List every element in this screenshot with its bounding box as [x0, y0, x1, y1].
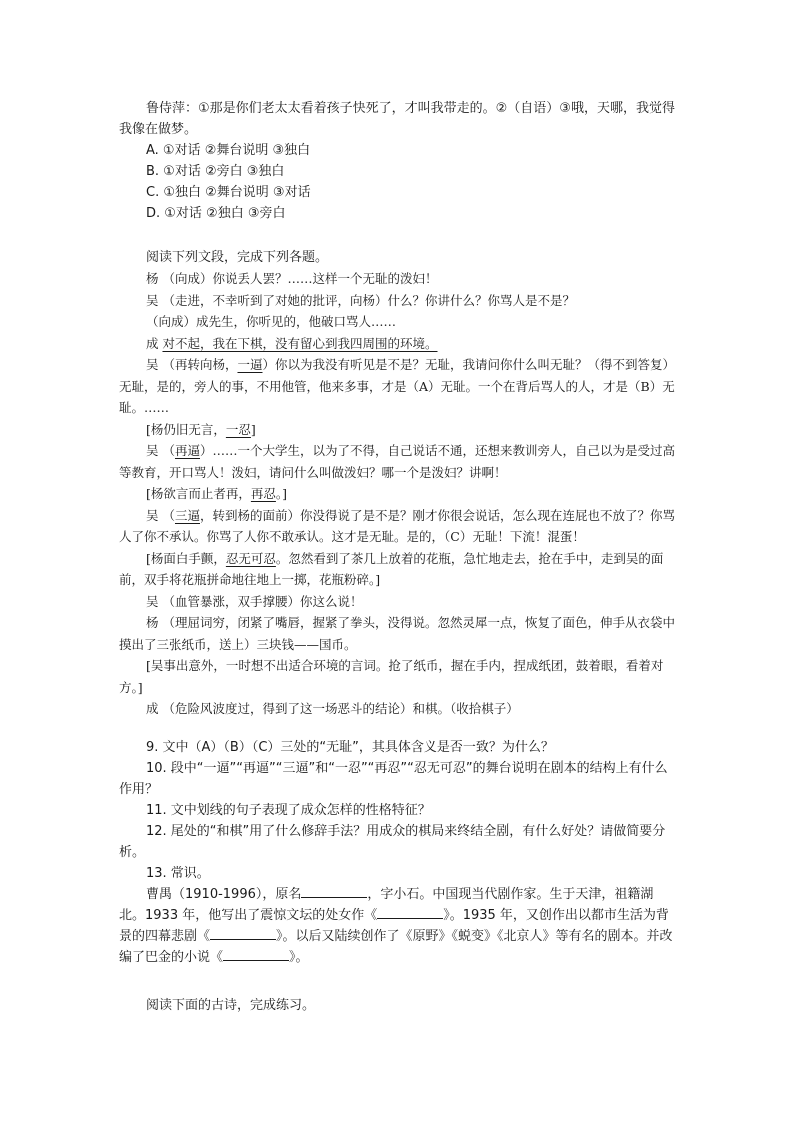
- question-stem: 鲁侍萍：①那是你们老太太看着孩子快死了，才叫我带走的。②（自语）③哦，天哪，我觉得我像在做梦。: [119, 101, 675, 137]
- script-line: 吴 （血管暴涨，双手撑腰）你这么说！: [146, 593, 363, 609]
- answer-blank[interactable]: [210, 926, 276, 940]
- answer-blank[interactable]: [301, 884, 367, 898]
- script-line: 吴 （再转向杨，一逼）你以为我没有听见是不是？无耻，我请问你什么叫无耻？（得不到答复）无耻，是的，旁人的事，不用他管，他来多事，才是（A）无耻。一个在背后骂人的人，才是（B）无耻。……: [119, 357, 676, 415]
- option-a: A. ①对话 ②舞台说明 ③独白: [146, 143, 311, 158]
- reading-passage: [119, 247, 679, 720]
- previous-question: [119, 98, 679, 224]
- script-line: [杨欲言而止者再，再忍。]: [146, 486, 288, 501]
- option-d: D. ①对话 ②独白 ③旁白: [146, 206, 286, 221]
- script-line: （向成）成先生，你听见的，他破口骂人……: [146, 314, 397, 329]
- stage-direction-underlined: 忍无可忍: [225, 550, 276, 566]
- question-13: 13. 常识。: [146, 866, 210, 881]
- stage-direction-underlined: 一忍: [225, 421, 251, 437]
- reading-intro: 阅读下列文段，完成下列各题。: [146, 250, 329, 265]
- stage-direction-underlined: 三逼: [174, 507, 200, 523]
- next-section: [119, 995, 679, 1016]
- stage-direction-underlined: 再忍: [250, 486, 276, 501]
- question-12: 12. 尾处的“和棋”用了什么修辞手法？用成众的棋局来终结全剧，有什么好处？请做简要分析。: [119, 824, 666, 860]
- script-line: 杨 （向成）你说丢人罢？……这样一个无耻的泼妇！: [146, 271, 438, 286]
- script-line: 成 对不起，我在下棋，没有留心到我四周围的环境。: [146, 335, 438, 351]
- option-b: B. ①对话 ②旁白 ③独白: [146, 164, 285, 179]
- question-10: 10. 段中“一逼”“再逼”“三逼”和“一忍”“再忍”“忍无可忍”的舞台说明在剧本的结构上有什么作用？: [119, 761, 668, 797]
- script-line: [吴事出意外，一时想不出适合环境的言词。抢了纸币，握在手内，捏成纸团，鼓着眼，看着对方。]: [119, 658, 664, 695]
- stage-direction-underlined: 一逼: [237, 357, 263, 372]
- answer-blank[interactable]: [223, 947, 289, 961]
- underlined-sentence: 对不起，我在下棋，没有留心到我四周围的环境。: [162, 335, 438, 351]
- script-line: [杨面白手颤，忍无可忍。忽然看到了茶几上放着的花瓶，急忙地走去，抢在手中，走到吴的面前，双手将花瓶拼命地往地上一掷，花瓶粉碎。]: [119, 550, 664, 587]
- script-line: 吴 （再逼）……一个大学生，以为了不得，自己说话不通，还想来教训旁人，自己以为是受过高等教育，开口骂人！泼妇，请问什么叫做泼妇？哪一个是泼妇？讲啊！: [119, 443, 676, 480]
- script-line: 杨 （理屈词穷，闭紧了嘴唇，握紧了拳头，没得说。忽然灵犀一点，恢复了面色，伸手从衣袋中摸出了三张纸币，送上）三块钱——国币。: [119, 615, 675, 652]
- script-line: 吴 （三逼，转到杨的面前）你没得说了是不是？刚才你很会说话，怎么现在连屁也不放了？你骂人了你不承认。你骂了人你不敢承认。这才是无耻。是的，（C）无耻！下流！混蛋！: [119, 507, 676, 544]
- next-reading-intro: 阅读下面的古诗，完成练习。: [146, 998, 316, 1013]
- question-13-text: 曹禺（1910-1996），原名 ，字小石。中国现当代剧作家。生于天津，祖籍湖北。1933 年，他写出了震惊文坛的处女作《 》。1935 年，又创作出以都市生活为背景的四幕悲剧《 》。以后又陆续创作了《原野》《蜕变》《北京人》等有名的剧本。并改编了巴金的小说《 》。: [119, 884, 679, 968]
- questions: [119, 737, 679, 968]
- question-9: 9. 文中（A）（B）（C）三处的“无耻”，其具体含义是否一致？为什么？: [146, 740, 554, 755]
- option-c: C. ①独白 ②舞台说明 ③对话: [146, 185, 311, 200]
- script-line: 吴 （走进，不幸听到了对她的批评，向杨）什么？你讲什么？你骂人是不是？: [146, 292, 575, 308]
- stage-direction-underlined: 再逼: [174, 443, 200, 458]
- answer-blank[interactable]: [377, 905, 443, 919]
- question-11: 11. 文中划线的句子表现了成众怎样的性格特征？: [146, 803, 431, 818]
- script-line: [杨仍旧无言，一忍]: [146, 421, 256, 437]
- script-line: 成 （危险风波度过，得到了这一场恶斗的结论）和棋。（收拾棋子）: [146, 701, 519, 716]
